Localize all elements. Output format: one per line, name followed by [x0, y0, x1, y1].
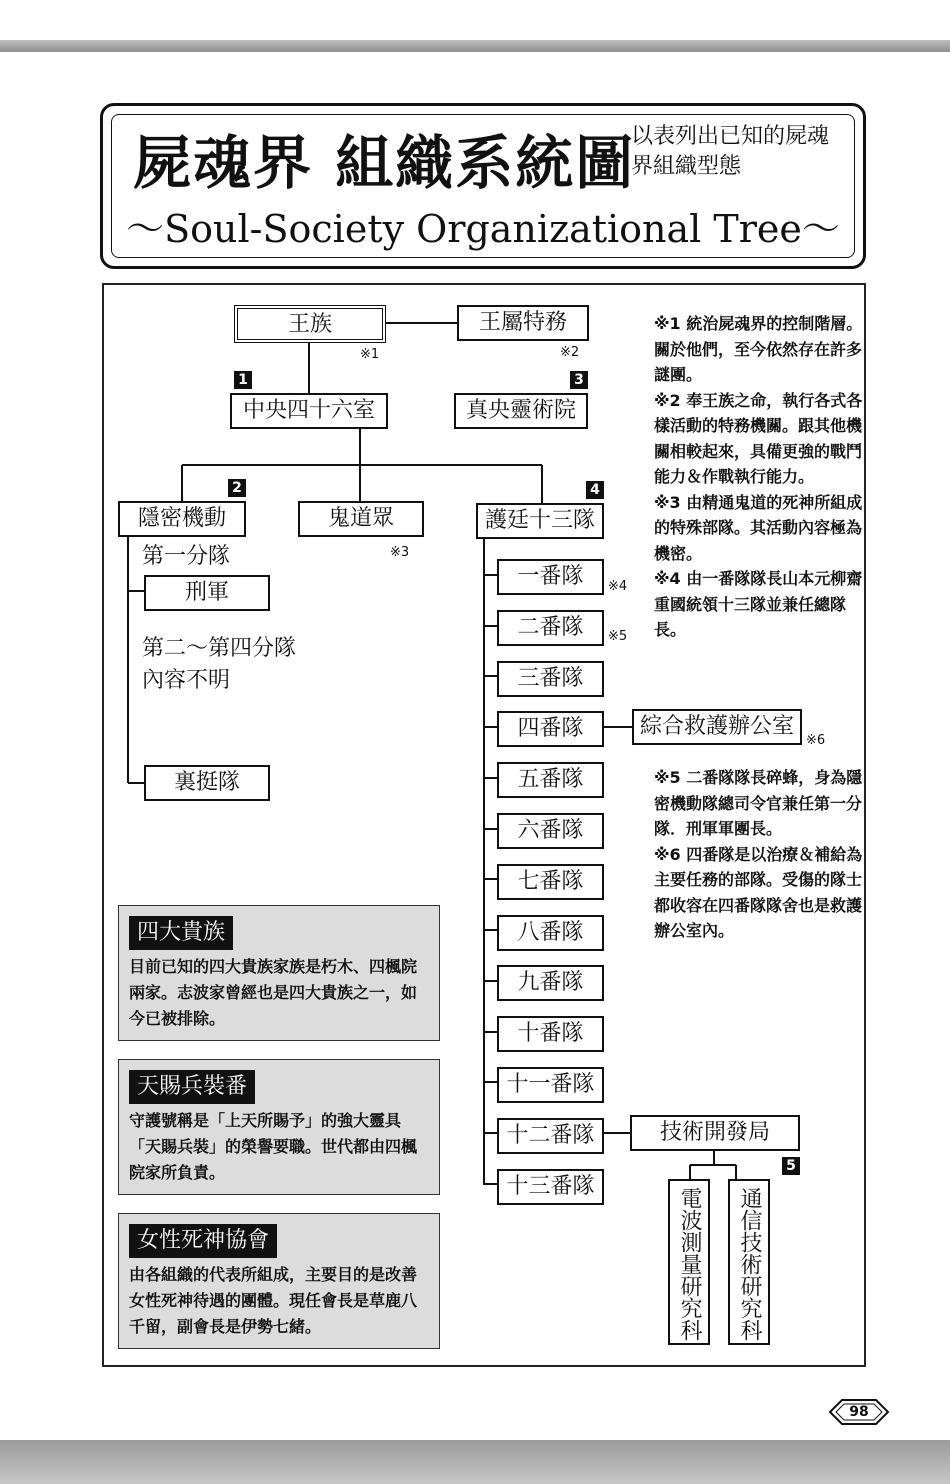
note-1: ※1 統治屍魂界的控制階層。關於他們，至今依然存在許多謎團。	[654, 314, 863, 384]
notes-top	[654, 311, 864, 643]
info-box-tenshiheisoban	[118, 1059, 440, 1195]
node-keigun: 刑軍	[144, 575, 270, 611]
squad-10: 十番隊	[497, 1016, 604, 1052]
squad-9: 九番隊	[497, 965, 604, 1001]
note-6: ※6 四番隊是以治療＆補給為主要任務的部隊。受傷的隊士都收容在四番隊隊舍也是救護辦公室內。	[654, 844, 863, 940]
node-royal-family: 王族	[234, 305, 386, 343]
node-shinoreijutsuin: 真央靈術院	[454, 393, 588, 429]
page-number: 98	[849, 1404, 869, 1420]
squad-13: 十三番隊	[497, 1169, 604, 1205]
node-tech-development: 技術開發局	[630, 1115, 800, 1151]
org-chart-panel	[102, 283, 866, 1367]
note-2: ※2 奉王族之命，執行各式各樣活動的特務機關。跟其他機關相較起來，具備更強的戰鬥能力＆作戰執行能力。	[654, 390, 863, 486]
title-description: 以表列出已知的屍魂界組織型態	[631, 124, 830, 179]
node-gotei-13: 護廷十三隊	[476, 503, 604, 539]
node-radio-wave-lab: 電波測量研究科	[668, 1179, 710, 1345]
title-frame	[100, 103, 866, 269]
page-number-badge	[828, 1398, 890, 1426]
note-5: ※5 二番隊隊長碎蜂，身為隱密機動隊總司令官兼任第一分隊．刑軍軍團長。	[654, 768, 863, 838]
squad-8: 八番隊	[497, 915, 604, 951]
label-first-division: 第一分隊	[142, 544, 231, 569]
squad-4: 四番隊	[497, 711, 604, 747]
squad-2: 二番隊	[497, 610, 604, 646]
mark-5: ※5	[608, 629, 628, 644]
squad-5: 五番隊	[497, 762, 604, 798]
number-badge-2: 2	[228, 479, 246, 497]
title-chinese: 屍魂界 組織系統圖	[133, 129, 636, 197]
top-band	[0, 40, 950, 52]
node-onmitsukido: 隱密機動	[118, 501, 246, 537]
node-communication-lab: 通信技術研究科	[728, 1179, 770, 1345]
note-3: ※3 由精通鬼道的死神所組成的特殊部隊。其活動內容極為機密。	[654, 492, 863, 563]
bottom-band	[0, 1440, 950, 1484]
squad-7: 七番隊	[497, 864, 604, 900]
node-relief-office: 綜合救護辦公室	[632, 709, 802, 745]
squad-1: 一番隊	[497, 559, 604, 595]
number-badge-4: 4	[586, 481, 604, 499]
squad-6: 六番隊	[497, 813, 604, 849]
title-english: ～Soul-Society Organizational Tree～	[126, 207, 840, 251]
info-box-women-shinigami-association	[118, 1213, 440, 1349]
info-body: 目前已知的四大貴族家族是朽木、四楓院兩家。志波家曾經也是四大貴族之一，如今已被排除。	[129, 957, 418, 1028]
info-box-four-noble-families	[118, 905, 440, 1041]
node-kidoshu: 鬼道眾	[298, 501, 424, 537]
note-4: ※4 由一番隊隊長山本元柳齋重國統領十三隊並兼任總隊長。	[654, 569, 863, 639]
label-second-fourth-division: 第二～第四分隊	[142, 636, 297, 661]
label-contents-unknown: 內容不明	[142, 668, 231, 693]
info-body: 守護號稱是「上天所賜予」的強大靈具「天賜兵裝」的榮譽要職。世代都由四楓院家所負責。	[129, 1111, 418, 1182]
squad-11: 十一番隊	[497, 1067, 604, 1103]
node-uratei: 裏挺隊	[144, 765, 270, 801]
squad-3: 三番隊	[497, 661, 604, 697]
mark-4: ※4	[608, 579, 628, 594]
node-royal-special-agents: 王屬特務	[457, 305, 589, 341]
info-title: 四大貴族	[129, 916, 233, 950]
squad-12: 十二番隊	[497, 1118, 604, 1154]
number-badge-3: 3	[570, 371, 588, 389]
mark-1: ※1	[360, 347, 380, 362]
info-title: 女性死神協會	[129, 1224, 277, 1258]
number-badge-5: 5	[782, 1157, 800, 1175]
notes-bottom	[654, 765, 864, 944]
node-central-46: 中央四十六室	[230, 393, 388, 429]
mark-3: ※3	[390, 545, 410, 560]
number-badge-1: 1	[234, 371, 252, 389]
mark-2: ※2	[560, 345, 580, 360]
info-title: 天賜兵裝番	[129, 1070, 255, 1104]
info-body: 由各組織的代表所組成，主要目的是改善女性死神待遇的團體。現任會長是草鹿八千留，副會長是伊勢七緒。	[129, 1265, 418, 1336]
mark-6: ※6	[806, 733, 826, 748]
